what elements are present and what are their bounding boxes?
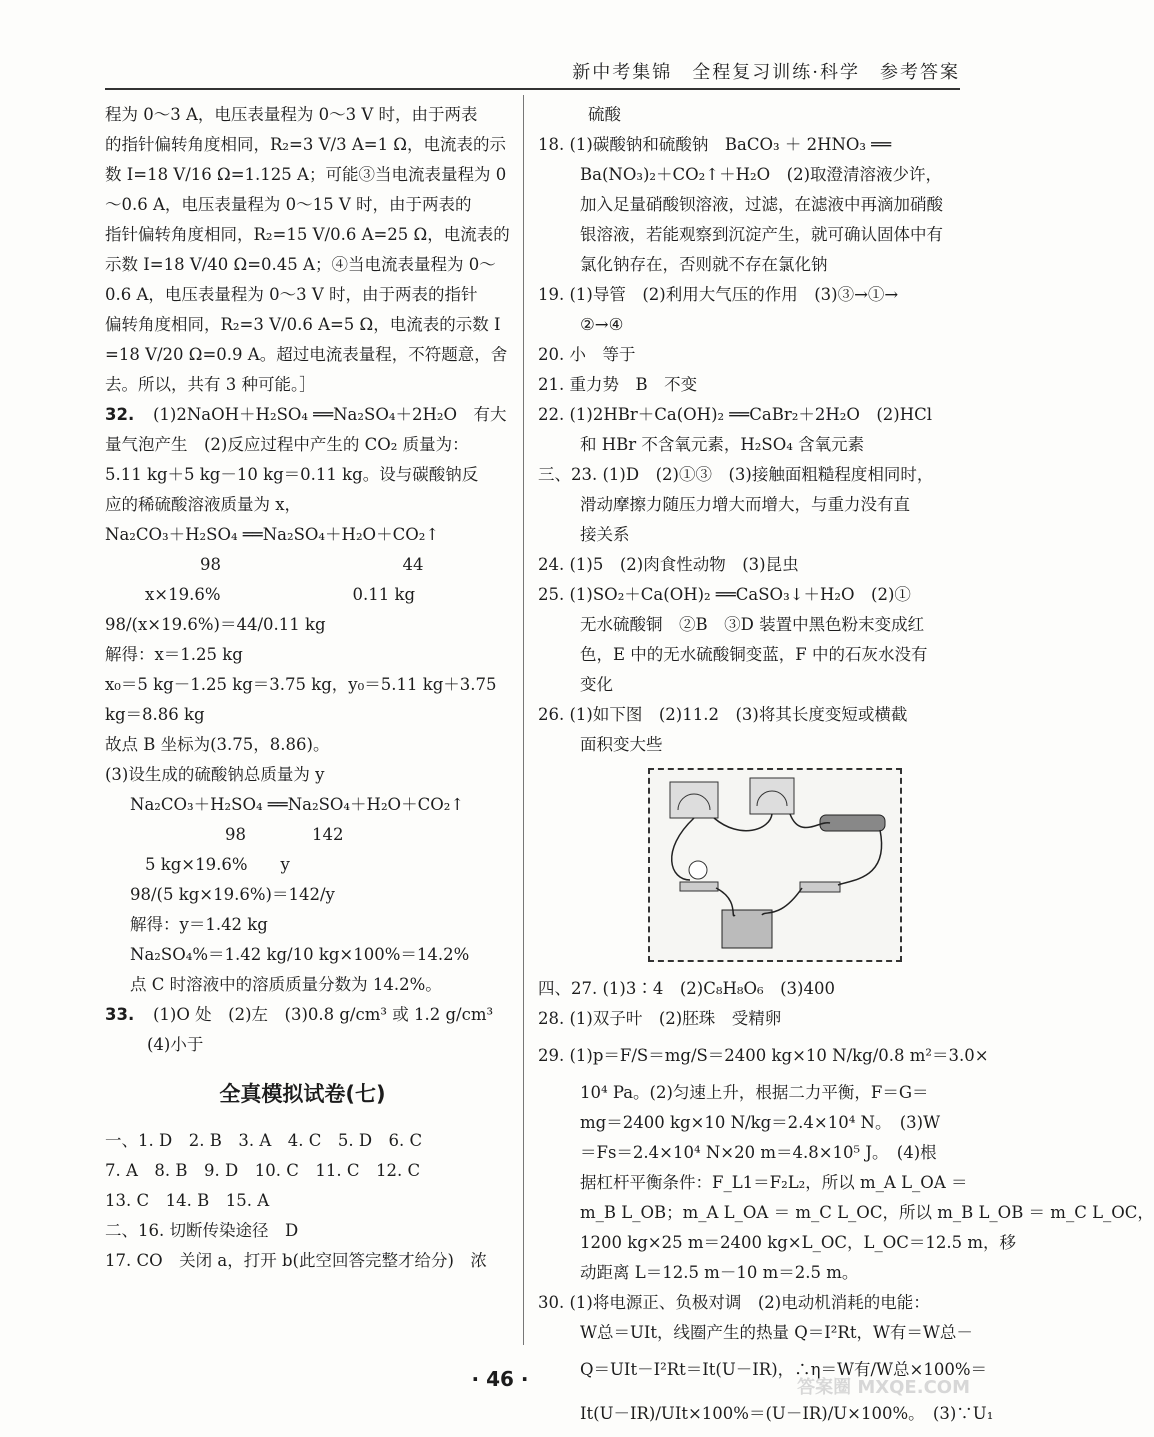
- watermark-logo: 答案圈 MXQE.COM: [797, 1377, 970, 1398]
- text-line: 偏转角度相同，R₂=3 V/0.6 A=5 Ω，电流表的示数 I: [105, 315, 501, 334]
- text-line: x₀＝5 kg－1.25 kg＝3.75 kg，y₀＝5.11 kg＋3.75: [105, 675, 497, 694]
- text-line: 的指针偏转角度相同，R₂=3 V/3 A=1 Ω，电流表的示: [105, 135, 506, 154]
- text-line: 应的稀硫酸溶液质量为 x，: [105, 495, 302, 514]
- text-line: 24. (1)5 (2)肉食性动物 (3)昆虫: [538, 555, 799, 574]
- text-line: 滑动摩擦力随压力增大而增大，与重力没有直: [580, 495, 910, 514]
- circuit-diagram: [648, 768, 902, 962]
- text-line: 1200 kg×25 m＝2400 kg×L_OC，L_OC＝12.5 m，移: [580, 1233, 1016, 1252]
- text-line: 指针偏转角度相同，R₂=15 V/0.6 A=25 Ω，电流表的: [105, 225, 510, 244]
- text-line: 28. (1)双子叶 (2)胚珠 受精卵: [538, 1009, 782, 1028]
- question-number: 32.: [105, 405, 135, 424]
- answer-line: 7. A 8. B 9. D 10. C 11. C 12. C: [105, 1161, 421, 1180]
- equation-line: Na₂CO₃＋H₂SO₄ ══Na₂SO₄＋H₂O＋CO₂↑: [130, 795, 465, 814]
- column-divider: [523, 95, 524, 1345]
- equation-line: 98/(5 kg×19.6%)＝142/y: [130, 885, 335, 904]
- equation-line: 98 142: [225, 825, 344, 844]
- text-line: 加入足量硝酸钡溶液，过滤，在滤液中再滴加硝酸: [580, 195, 943, 214]
- text-line: 点 C 时溶液中的溶质质量分数为 14.2%。: [130, 975, 442, 994]
- text-line: 量气泡产生 (2)反应过程中产生的 CO₂ 质量为：: [105, 435, 469, 454]
- text-line: 故点 B 坐标为(3.75，8.86)。: [105, 735, 330, 754]
- equation-line: Na₂SO₄%＝1.42 kg/10 kg×100%＝14.2%: [130, 945, 470, 964]
- text-line: 29. (1)p＝F/S＝mg/S＝2400 kg×10 N/kg/0.8 m²＝3.0×: [538, 1046, 989, 1065]
- ammeter-icon: [670, 782, 718, 818]
- text-line: It(U－IR)/UIt×100%＝(U－IR)/U×100%。 (3)∵U₁: [580, 1404, 994, 1423]
- answer-line: 17. CO 关闭 a，打开 b(此空回答完整才给分) 浓: [105, 1251, 487, 1270]
- text-line: 氯化钠存在，否则就不存在氯化钠: [580, 255, 828, 274]
- wire: [714, 814, 772, 831]
- text-line: 21. 重力势 B 不变: [538, 375, 698, 394]
- text-line: mg＝2400 kg×10 N/kg＝2.4×10⁴ N。 (3)W: [580, 1113, 941, 1132]
- text-line: 30. (1)将电源正、负极对调 (2)电动机消耗的电能：: [538, 1293, 930, 1312]
- text-line: Q＝UIt－I²Rt＝It(U－IR)，∴η＝W有/W总×100%＝: [580, 1360, 987, 1379]
- equation-line: x×19.6% 0.11 kg: [145, 585, 416, 604]
- text-line: W总＝UIt，线圈产生的热量 Q＝I²Rt，W有＝W总－: [580, 1323, 973, 1342]
- equation-line: 98/(x×19.6%)＝44/0.11 kg: [105, 615, 326, 634]
- text-line: 无水硫酸铜 ②B ③D 装置中黑色粉末变成红: [580, 615, 925, 634]
- text-line: 5.11 kg＋5 kg－10 kg＝0.11 kg。设与碳酸钠反: [105, 465, 479, 484]
- equation-line: 98 44: [200, 555, 424, 574]
- answer-line: 13. C 14. B 15. A: [105, 1191, 270, 1210]
- bulb-icon: [689, 861, 707, 879]
- voltmeter-icon: [750, 778, 794, 814]
- text-line: (1)2NaOH＋H₂SO₄ ══Na₂SO₄＋2H₂O 有大: [153, 405, 507, 424]
- question-33-line: [105, 1000, 500, 1030]
- page-header: 新中考集锦 全程复习训练·科学 参考答案: [572, 62, 960, 83]
- bulb-base: [680, 882, 718, 891]
- text-line: 10⁴ Pa。(2)匀速上升，根据二力平衡，F＝G＝: [580, 1083, 929, 1102]
- text-line: 四、27. (1)3∶4 (2)C₈H₈O₆ (3)400: [538, 979, 835, 998]
- text-line: 银溶液，若能观察到沉淀产生，就可确认固体中有: [580, 225, 943, 244]
- text-line: =18 V/20 Ω=0.9 A。超过电流表量程，不符题意，舍: [105, 345, 508, 364]
- text-line: 三、23. (1)D (2)①③ (3)接触面粗糙程度相同时，: [538, 465, 934, 484]
- text-line: 解得：y＝1.42 kg: [130, 915, 268, 934]
- right-column: [538, 100, 1154, 1436]
- text-line: 和 HBr 不含氧元素，H₂SO₄ 含氧元素: [580, 435, 865, 454]
- text-line: 19. (1)导管 (2)利用大气压的作用 (3)③→①→: [538, 285, 899, 304]
- equation-line: 5 kg×19.6% y: [145, 855, 290, 874]
- text-line: 动距离 L＝12.5 m－10 m＝2.5 m。: [580, 1263, 859, 1282]
- question-number: 33.: [105, 1005, 135, 1024]
- text-line: 18. (1)碳酸钠和硫酸钠 BaCO₃ ＋ 2HNO₃ ══: [538, 135, 892, 154]
- section-title: 全真模拟试卷(七): [219, 1082, 386, 1106]
- text-line: (3)设生成的硫酸钠总质量为 y: [105, 765, 325, 784]
- text-line: 20. 小 等于: [538, 345, 636, 364]
- text-line: 面积变大些: [580, 735, 663, 754]
- text-line: 22. (1)2HBr＋Ca(OH)₂ ══CaBr₂＋2H₂O (2)HCl: [538, 405, 933, 424]
- text-line: (1)O 处 (2)左 (3)0.8 g/cm³ 或 1.2 g/cm³: [153, 1005, 494, 1024]
- text-line: 25. (1)SO₂＋Ca(OH)₂ ══CaSO₃↓＋H₂O (2)①: [538, 585, 911, 604]
- text-line: 硫酸: [588, 105, 621, 124]
- answer-line: 一、1. D 2. B 3. A 4. C 5. D 6. C: [105, 1131, 423, 1150]
- page-number: · 46 ·: [471, 1367, 529, 1391]
- switch-icon: [800, 882, 840, 892]
- battery-icon: [722, 910, 772, 948]
- equation-line: Na₂CO₃＋H₂SO₄ ══Na₂SO₄＋H₂O＋CO₂↑: [105, 525, 440, 544]
- header-rule: [105, 88, 960, 90]
- text-line: m_B L_OB；m_A L_OA ＝ m_C L_OC，所以 m_B L_OB ＝ m_C L_OC，: [580, 1203, 1154, 1222]
- text-line: Ba(NO₃)₂＋CO₂↑＋H₂O (2)取澄清溶液少许，: [580, 165, 943, 184]
- text-line: kg＝8.86 kg: [105, 705, 205, 724]
- text-line: 数 I=18 V/16 Ω=1.125 A；可能③当电流表量程为 0: [105, 165, 507, 184]
- wire: [838, 830, 882, 885]
- text-line: (4)小于: [147, 1035, 204, 1054]
- text-line: 解得：x＝1.25 kg: [105, 645, 243, 664]
- left-column: [105, 100, 510, 1276]
- text-line: 接关系: [580, 525, 630, 544]
- text-line: ＝Fs＝2.4×10⁴ N×20 m＝4.8×10⁵ J。 (4)根: [580, 1143, 937, 1162]
- text-line: 去。所以，共有 3 种可能。］: [105, 375, 316, 394]
- answer-line: 二、16. 切断传染途径 D: [105, 1221, 299, 1240]
- text-line: ～0.6 A，电压表量程为 0～15 V 时，由于两表的: [105, 195, 472, 214]
- text-line: 示数 I=18 V/40 Ω=0.45 A；④当电流表量程为 0～: [105, 255, 496, 274]
- text-line: 26. (1)如下图 (2)11.2 (3)将其长度变短或横截: [538, 705, 908, 724]
- text-line: 变化: [580, 675, 613, 694]
- text-line: ②→④: [580, 315, 624, 334]
- text-line: 色，E 中的无水硫酸铜变蓝，F 中的石灰水没有: [580, 645, 928, 664]
- text-line: 0.6 A，电压表量程为 0～3 V 时，由于两表的指针: [105, 285, 478, 304]
- question-32-line: [105, 400, 507, 430]
- text-line: 据杠杆平衡条件：F_L1＝F₂L₂，所以 m_A L_OA ＝: [580, 1173, 968, 1192]
- text-line: 程为 0～3 A，电压表量程为 0～3 V 时，由于两表: [105, 105, 478, 124]
